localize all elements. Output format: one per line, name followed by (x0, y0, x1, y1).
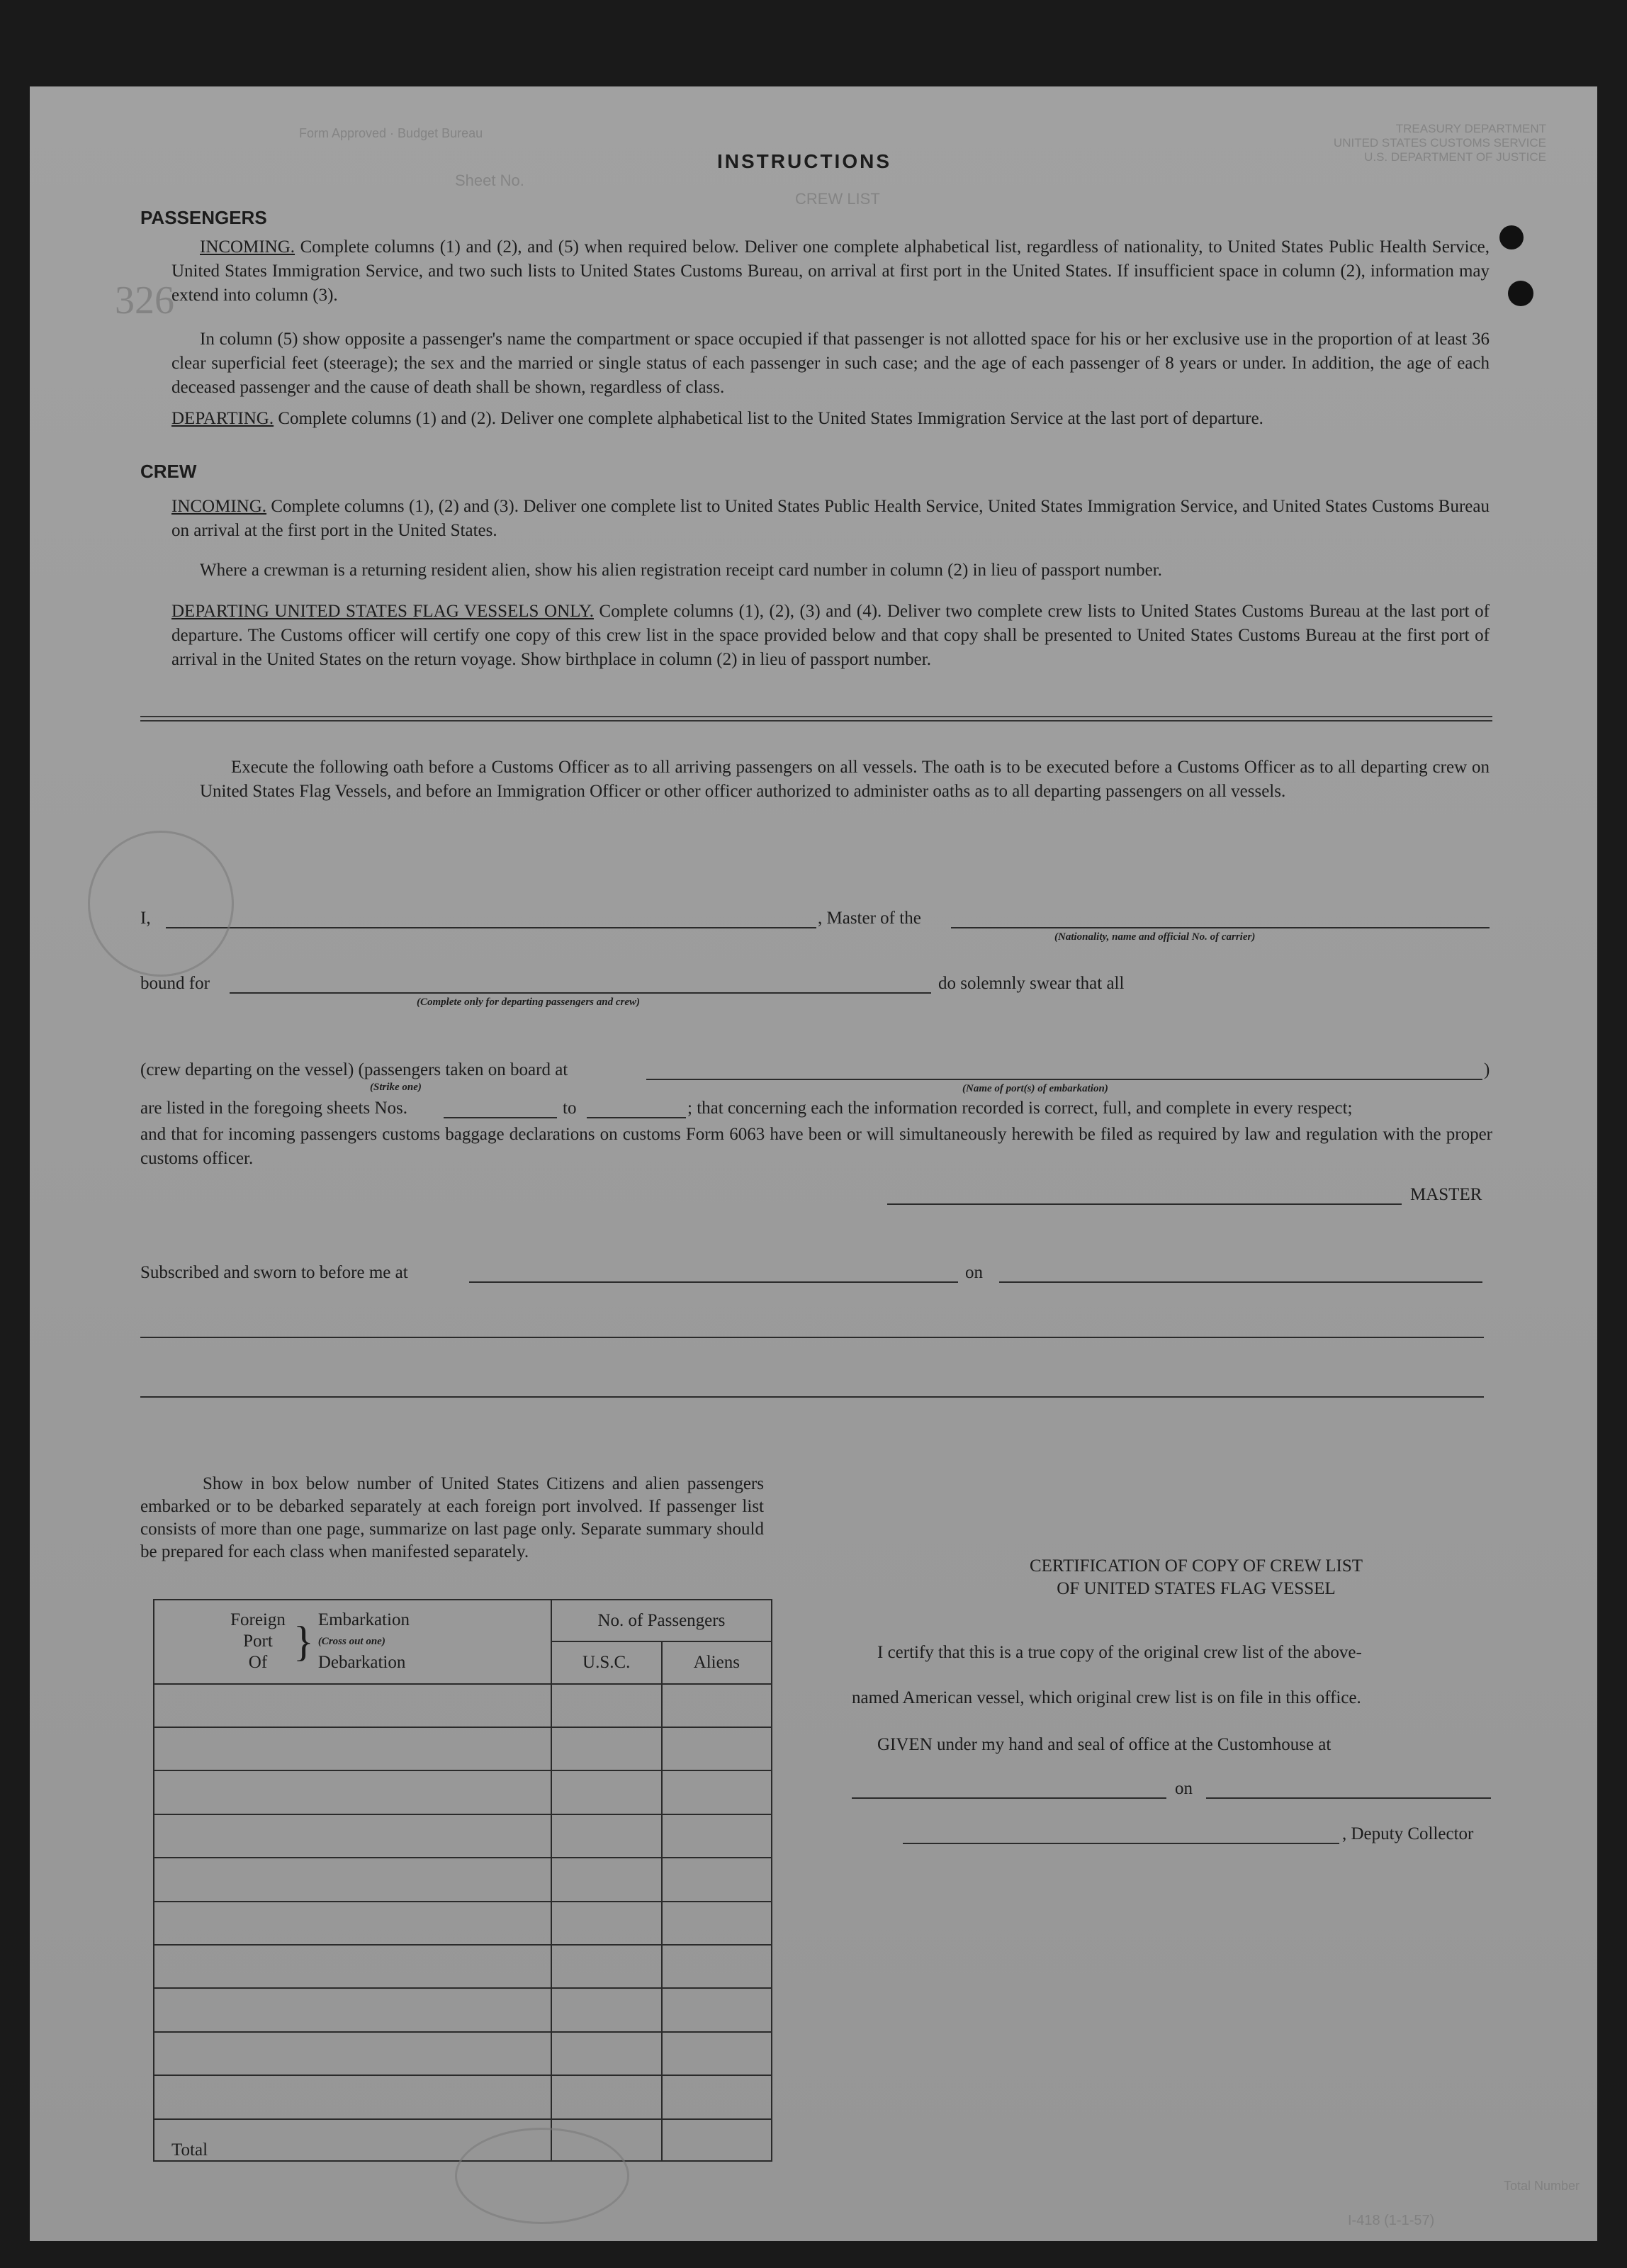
summary-usc-cell[interactable] (551, 1858, 662, 1901)
certification-date-field[interactable] (1206, 1797, 1491, 1799)
master-of-label: , Master of the (818, 909, 921, 928)
summary-usc-cell[interactable] (551, 1814, 662, 1858)
summary-aliens-cell[interactable] (662, 1902, 772, 1945)
total-aliens-cell[interactable] (662, 2119, 772, 2161)
strike-one-caption: (Strike one) (370, 1082, 422, 1093)
certification-heading-2: OF UNITED STATES FLAG VESSEL (1057, 1579, 1336, 1598)
summary-port-cell[interactable] (154, 1858, 551, 1901)
document-page (30, 86, 1597, 2241)
section-divider (140, 716, 1492, 722)
crew-incoming-paragraph (171, 495, 1490, 543)
summary-usc-cell[interactable] (551, 1988, 662, 2031)
bleed-page-number: 326 (115, 279, 174, 322)
no-passengers-header: No. of Passengers (551, 1600, 772, 1641)
oath-intro: Execute the following oath before a Customs Officer as to all arriving passengers on all vessels. The oath is to be executed before a Customs Officer as to all departing crew on United States Flag Vessels, and before an Immigration Officer or other officer authorized to administer oaths as to all departing passengers on all vessels. (200, 758, 1490, 801)
summary-aliens-cell[interactable] (662, 1988, 772, 2031)
embarkation-label: Embarkation (317, 1610, 410, 1630)
certification-heading-1: CERTIFICATION OF COPY OF CREW LIST (1029, 1556, 1363, 1576)
summary-aliens-cell[interactable] (662, 1945, 772, 1988)
passengers-column5-paragraph: In column (5) show opposite a passenger's name the compartment or space occupied if that passenger is not allotted space for his or her exclusive use in the proportion of at least 36 clear superficial feet (steerage); the sex and the married or single status of each passenger in such case; and the age of each passenger of 8 years or under. In addition, the age of each deceased passenger and the cause of death shall be shown, regardless of class. (171, 330, 1490, 397)
passengers-incoming-label: INCOMING. (200, 237, 295, 257)
deputy-signature-field[interactable] (903, 1843, 1339, 1844)
summary-aliens-cell[interactable] (662, 1684, 772, 1727)
deputy-collector-label: , Deputy Collector (1342, 1824, 1474, 1843)
officer-signature-line[interactable] (140, 1337, 1484, 1338)
summary-usc-cell[interactable] (551, 1770, 662, 1814)
summary-port-cell[interactable] (154, 1684, 551, 1727)
bound-for-caption: (Complete only for departing passengers and crew) (417, 997, 640, 1008)
summary-aliens-cell[interactable] (662, 2075, 772, 2118)
summary-usc-cell[interactable] (551, 2032, 662, 2075)
summary-aliens-cell[interactable] (662, 1770, 772, 1814)
summary-port-cell[interactable] (154, 1814, 551, 1858)
carrier-field[interactable] (951, 927, 1490, 928)
bleed-agency-header: TREASURY DEPARTMENT UNITED STATES CUSTOMS SERVICE U.S. DEPARTMENT OF JUSTICE (1333, 122, 1546, 164)
passengers-incoming-text: Complete columns (1) and (2), and (5) when required below. Deliver one complete alphabetical list, regardless of nationality, to United States Public Health Service, United States Immigration Service, and two such lists to United States Customs Bureau, on arrival at first port in the United States. If insufficient space in column (2), information may extend into column (3). (171, 237, 1490, 305)
punch-hole (1508, 281, 1533, 306)
subscribed-label: Subscribed and sworn to before me at (140, 1263, 408, 1282)
sworn-date-field[interactable] (999, 1281, 1482, 1283)
passengers-departing-text: Complete columns (1) and (2). Deliver one complete alphabetical list to the United States Immigration Service at the last port of departure. (278, 409, 1263, 428)
summary-row (154, 1684, 772, 1727)
summary-row (154, 1770, 772, 1814)
summary-port-cell[interactable] (154, 1902, 551, 1945)
summary-row (154, 1988, 772, 2031)
passenger-summary-table (153, 1599, 772, 2162)
close-paren: ) (1484, 1060, 1490, 1079)
summary-usc-cell[interactable] (551, 1902, 662, 1945)
summary-usc-cell[interactable] (551, 1684, 662, 1727)
crew-departing-paragraph (171, 600, 1490, 672)
oath-i-label: I, (140, 909, 151, 928)
summary-port-cell[interactable] (154, 2032, 551, 2075)
summary-intro: Show in box below number of United States Citizens and alien passengers embarked or to be debarked separately at each foreign port involved. If passenger list consists of more than one page, summarize on last page only. Separate summary should be prepared for each class when manifested separately. (140, 1474, 764, 1561)
of-label: Of (248, 1653, 268, 1673)
summary-row (154, 2032, 772, 2075)
summary-port-cell[interactable] (154, 1945, 551, 1988)
port-stamp-faint (455, 2128, 629, 2224)
master-signature-label: MASTER (1410, 1185, 1482, 1204)
summary-row (154, 1945, 772, 1988)
customs-stamp-faint (88, 831, 234, 977)
summary-row (154, 1902, 772, 1945)
crew-returning-paragraph: Where a crewman is a returning resident alien, show his alien registration receipt card number in column (2) in lieu of passport number. (200, 561, 1162, 580)
sheets-to-field[interactable] (587, 1117, 686, 1118)
bound-for-field[interactable] (230, 992, 931, 994)
summary-row (154, 2075, 772, 2118)
debarkation-label: Debarkation (317, 1653, 406, 1673)
passengers-heading: PASSENGERS (140, 207, 267, 228)
page-title: INSTRUCTIONS (717, 150, 891, 172)
summary-port-cell[interactable] (154, 2075, 551, 2118)
baggage-statement: and that for incoming passengers customs baggage declarations on customs Form 6063 have been or will simultaneously herewith be filed as required by law and regulation with the proper customs officer. (140, 1125, 1492, 1168)
sheets-statement: ; that concerning each the information recorded is correct, full, and complete in every respect; (687, 1099, 1353, 1118)
summary-aliens-cell[interactable] (662, 1727, 772, 1770)
certification-on-label: on (1175, 1779, 1193, 1798)
given-line: GIVEN under my hand and seal of office at the Customhouse at (877, 1735, 1332, 1754)
master-name-field[interactable] (166, 927, 816, 928)
passengers-incoming-paragraph (171, 235, 1490, 308)
bleed-sheet-no: Sheet No. (455, 172, 524, 189)
summary-usc-cell[interactable] (551, 1727, 662, 1770)
crew-heading: CREW (140, 461, 197, 482)
certify-line-2: named American vessel, which original crew list is on file in this office. (852, 1688, 1361, 1707)
bound-for-label: bound for (140, 974, 210, 993)
summary-usc-cell[interactable] (551, 1945, 662, 1988)
summary-usc-cell[interactable] (551, 2075, 662, 2118)
passengers-departing-paragraph (171, 407, 1490, 431)
summary-port-cell[interactable] (154, 1727, 551, 1770)
sworn-place-field[interactable] (469, 1281, 958, 1283)
total-label: Total (154, 2119, 551, 2161)
summary-row (154, 1858, 772, 1901)
sworn-on-label: on (965, 1263, 983, 1282)
ports-caption: (Name of port(s) of embarkation) (962, 1083, 1108, 1094)
sheets-label: are listed in the foregoing sheets Nos. (140, 1099, 407, 1118)
port-label: Port (243, 1632, 273, 1651)
aliens-header: Aliens (662, 1641, 772, 1683)
crew-incoming-label: INCOMING. (171, 497, 267, 516)
usc-header: U.S.C. (551, 1641, 662, 1683)
crew-departing-text: Complete columns (1), (2), (3) and (4). Deliver two complete crew lists to United States Customs Bureau at the last port of departure. The Customs officer will certify one copy of this crew list in the space provided below and that copy shall be presented to United States Customs Bureau at the first port of arrival in the United States on the return voyage. Show birthplace in column (2) in lieu of passport number. (171, 602, 1490, 669)
crew-incoming-text: Complete columns (1), (2) and (3). Deliver one complete list to United States Public Health Service, United States Immigration Service, and United States Customs Bureau on arrival at the first port in the United States. (171, 497, 1490, 540)
officer-title-line[interactable] (140, 1396, 1484, 1398)
crew-departing-label: DEPARTING UNITED STATES FLAG VESSELS ONLY. (171, 602, 594, 621)
form-number: I-418 (1-1-57) (1348, 2213, 1435, 2228)
summary-aliens-cell[interactable] (662, 2032, 772, 2075)
total-number-label: Total Number (1504, 2179, 1580, 2193)
cross-out-caption: (Cross out one) (317, 1636, 385, 1648)
bleed-crew-list: CREW LIST (795, 190, 880, 208)
summary-port-cell[interactable] (154, 1988, 551, 2031)
passengers-departing-label: DEPARTING. (171, 409, 274, 428)
crew-departing-label: (crew departing on the vessel) (passengers taken on board at (140, 1060, 568, 1079)
sheets-from-field[interactable] (444, 1117, 557, 1118)
foreign-label: Foreign (230, 1610, 286, 1630)
embarkation-ports-field[interactable] (646, 1079, 1482, 1080)
carrier-caption: (Nationality, name and official No. of carrier) (1054, 931, 1256, 943)
summary-aliens-cell[interactable] (662, 1814, 772, 1858)
certify-line-1: I certify that this is a true copy of the original crew list of the above- (877, 1643, 1362, 1662)
bleed-form-approved: Form Approved · Budget Bureau (299, 126, 483, 140)
sheets-to-label: to (563, 1099, 577, 1118)
port-header-cell: Foreign Port Of } Embarkation (Cross out one) Debarkation (154, 1600, 551, 1684)
customhouse-field[interactable] (852, 1797, 1166, 1799)
swear-label: do solemnly swear that all (938, 974, 1125, 993)
summary-row (154, 1727, 772, 1770)
punch-hole (1499, 225, 1524, 249)
summary-row (154, 1814, 772, 1858)
master-signature-field[interactable] (887, 1203, 1402, 1205)
summary-aliens-cell[interactable] (662, 1858, 772, 1901)
summary-port-cell[interactable] (154, 1770, 551, 1814)
